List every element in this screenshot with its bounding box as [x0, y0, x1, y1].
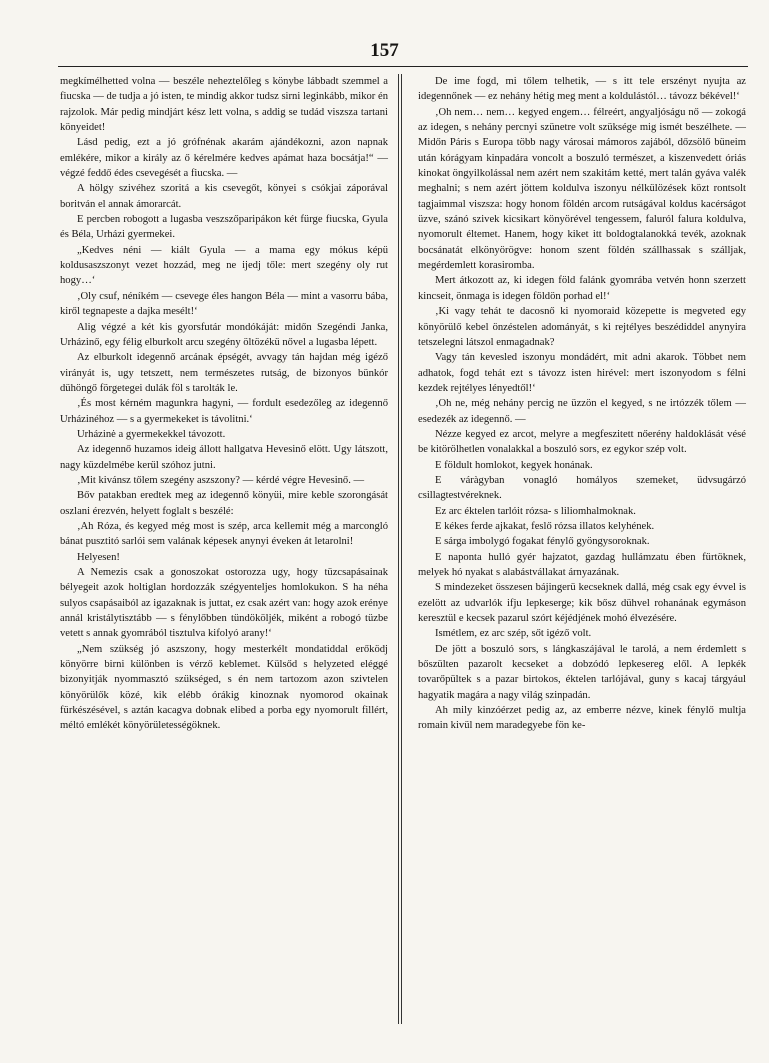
paragraph: ‚Oh nem… nem… kegyed engem… félreért, angyaljóságu nő — zokogá az idegen, s nehány percnyi szünetre volt szüksége mig ismét beszélhete. — Midőn Páris s Europa több nagy városai mámoros zajából, dőzsölő büneim után kórágyam kinpadára voncolt a boszuló természet, a kiszenvedett óriás kinokat öngyilkolással nem azért nem szakitám ketté, mert talán gyáva valék meghalni; s nem azért jöttem koldulva iszonyu nélkülözések közt rontsolt tagjaimmal viszsza: hogy honom földén arcom rutságával koldus kacérságot üzve, szánó szivek kicsikart könyörével tengessem, faluról falura koldulva, nyomorult éltemet. Hanem, hogy kiket itt boldogtalanokká tevék, azoknak bocsánatát elkönyörögve: honom szent földén szállhassak s szálljak, megérdemlett korasiromba. [418, 106, 746, 272]
paragraph: E váràgyban vonagló homályos szemeket, üdvsugárzó csillagtestvéreknek. [418, 474, 746, 502]
paragraph: S mindezeket összesen bájingerü kecseknek dallá, még csak egy évvel is ezelött az udvarlók ifju lepkeserge; kik bősz dühvel rohanának egymáson keresztül e kecsek pazarul szórt kéjédjének mohó élvezésére. [418, 582, 746, 625]
paragraph: Vagy tán kevesled iszonyu mondádért, mit adni akarok. Többet nem adhatok, fogd tehát ezt s távozz isten hirével: mert iszonyodom s félni kezdek rejtélyes lényedtől!‘ [418, 352, 746, 394]
paragraph: megkímélhetted volna — beszéle neheztelőleg s könybe lábbadt szemmel a fiucska — de tudja a jó isten, te mindig akkor tudsz sirni leginkább, mikor én rajzolok. Már pedig mindjárt kész lett volna, s addig se tudád viszsza tartani könyeidet! [60, 76, 388, 134]
paragraph: E percben robogott a lugasba veszszőparipákon két fürge fiucska, Gyula és Béla, Urházi gyermekei. [60, 214, 388, 241]
paragraph: E kékes ferde ajkakat, feslő rózsa illatos kelyhének. [435, 520, 655, 532]
paragraph: Ez arc éktelen tarlóit rózsa- s liliomhalmoknak. [435, 505, 636, 517]
paragraph: ‚Ah Róza, és kegyed még most is szép, arca kellemit még a marcongló bánat pusztitó sarlói sem valának képesek anynyi éveken át letarolni! [60, 520, 388, 548]
paragraph: A hölgy szivéhez szoritá a kis csevegőt, könyei s csókjai záporával boritván el annak ámorarcát. [60, 183, 388, 210]
paragraph: A Nemezis csak a gonoszokat ostorozza ugy, hogy tüzcsapásainak bélyegeit azok holtiglan hordozzák szégyenteljes homlokukon. S ha néha sulyos csapásaiból az igazaknak is juttat, ez csak azért van: hogy azok erénye annál kristálytisztább — s fénylőbben tündököljék, miként a robogó tüzbe vetett s annak gyomrából tisztulva kifolyó arany!‘ [60, 567, 388, 640]
column-divider [401, 74, 402, 1024]
paragraph: Az idegennő huzamos ideig állott hallgatva Hevesinő elött. Ugy látszott, nagy küzdelmébe kerül szóhoz jutni. [60, 444, 388, 471]
paragraph: De jött a boszuló sors, s lángkaszájával le tarolá, a nem érdemlett s bőszülten pazarolt kecseket a dobzódó lepkesereg elől. A lepkék tovarőpültek s a pazar birtokos, éktelen tarlójával, guny s kacaj tárgyául hagyatik magára a nagy világ szinpadán. [418, 643, 746, 701]
paragraph: ‚Ki vagy tehát te dacosnő ki nyomoraid közepette is megveted egy könyörülő kebel önzéstelen adományát, s ki rejtélyes beszédiddel anynyira tetszelegni látszol enmagadnak? [418, 306, 746, 348]
paragraph: ‚Oh ne, még nehány percig ne üzzön el kegyed, s ne irtózzék tőlem — esedezék az idegennő. — [418, 398, 746, 425]
column-divider [398, 74, 399, 1024]
paragraph: Helyesen! [77, 551, 120, 563]
header-rule [58, 66, 748, 67]
paragraph: E sárga imbolygó fogakat fénylő gyöngysoroknak. [435, 536, 650, 548]
paragraph: ‚Oly csuf, néníkém — csevege éles hangon Béla — mint a vasorru bába, kiről tegnapeste a dajka mesélt!‘ [60, 290, 388, 318]
left-column [60, 74, 388, 734]
paragraph: Alig végzé a két kis gyorsfutár mondókáját: midőn Szegéndi Janka, Urházinő, egy félig elburkolt arcu szegény öltözékü nővel a lugasba lépett. [60, 321, 388, 348]
paragraph: Az elburkolt idegennő arcának épségét, avvagy tán hajdan még igéző virányát is, ugy tetszett, nem természetes rutság, de bizonyos bünkór dühöngő förgetegei dulák föl s tarolták le. [60, 352, 388, 394]
paragraph: ‚És most kérném magunkra hagyni, — fordult esedezőleg az idegennő Urházinéhoz — s a gyermekeket is távolitni.‘ [60, 398, 388, 425]
paragraph: Bőv patakban eredtek meg az idegennő könyüi, mire keble szorongását oszlani érezvén, helyett foglalt s beszélé: [60, 490, 388, 517]
paragraph: „Kedves néni — kiált Gyula — a mama egy mókus képü koldusaszszonyt vezet hozzád, meg ne ijedj tőle: mert szegény oly rut hogy…‘ [60, 244, 388, 287]
paragraph: De ime fogd, mi tőlem telhetik, — s itt tele erszényt nyujta az idegennőnek — ez nehány hétig meg ment a koldulástól… távozz békével!‘ [418, 76, 746, 103]
paragraph: Nézze kegyed ez arcot, melyre a megfeszitett nőerény haldoklását vésé be kitörölhetlen vonalakkal a boszuló sors, ez egykor szép volt. [418, 428, 746, 456]
paragraph: Mert átkozott az, ki idegen föld falánk gyomrába vetvén honn szerzett kincseit, önmaga is idegen földön porhad el!‘ [418, 275, 746, 302]
paragraph: Lásd pedig, ezt a jó grófnénak akarám ajándékozni, azon napnak emlékére, mikor a király az ő kérelmére kedves apámat haza bocsátja!“ — végzé feddő édes csevegését a fiucska. — [60, 137, 388, 180]
paragraph: Urházinė a gyermekekkel távozott. [77, 428, 226, 440]
paragraph: Ah mily kinzóérzet pedig az, az emberre nézve, kinek fénylő multja romain kivül nem maradegyebe fön ke- [418, 705, 746, 732]
paragraph: ‚Mit kivánsz tőlem szegény aszszony? — kérdé végre Hevesinő. — [77, 474, 365, 486]
paragraph: „Nem szükség jó aszszony, hogy mesterkélt mondatiddal erőködj könyörre birni különben is vérző keblemet. Külsőd s helyzeted eléggé bizonyitják nyommasztó szükséged, s én nem tartozom azon szivtelen könyörülők közé, kik elébb órákig kinoznak nyomorod okainak fürkészésével, s aztán kacagva dobnak elibed a porba egy nyomorult fillért, méltó emlékét könyörületességöknek. [60, 643, 388, 732]
paragraph: E földult homlokot, kegyek honának. [435, 459, 593, 471]
paragraph: E naponta hulló gyér hajzatot, gazdag hullámzatu ében fürtöknek, melyek hó nyakat s alabástvállakat árnyazának. [418, 551, 746, 578]
right-column [418, 74, 746, 734]
paragraph: Ismétlem, ez arc szép, sőt igéző volt. [435, 628, 592, 640]
page-number: 157 [370, 40, 399, 61]
